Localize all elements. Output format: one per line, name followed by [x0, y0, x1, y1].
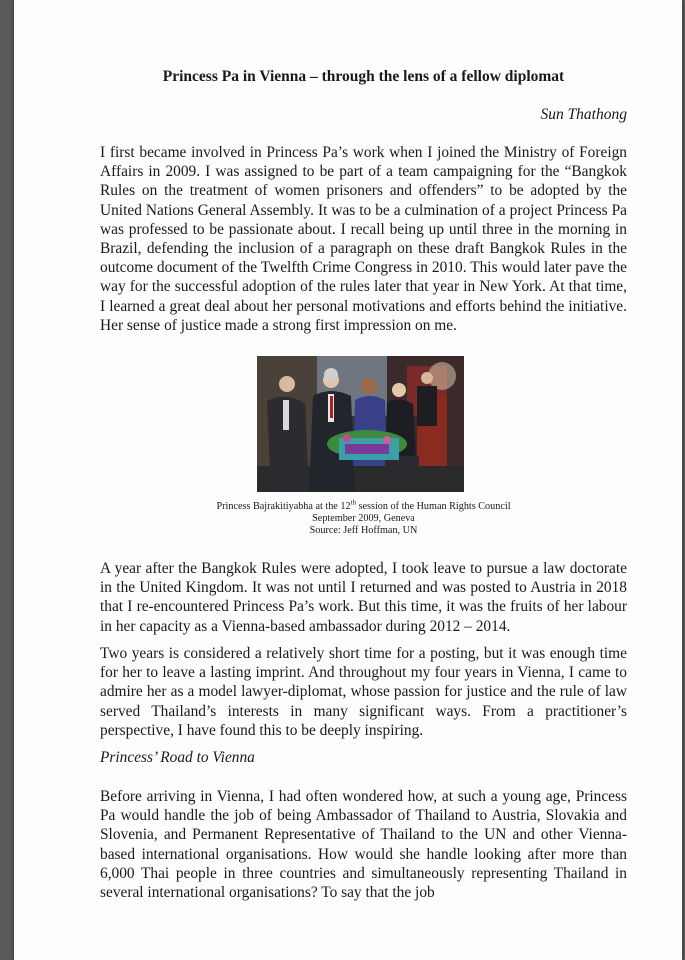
- paragraph-lasting-imprint: Two years is considered a relatively short time for a posting, but it was enough time for her to leave a lasting imprint. And throughout my four years in Vienna, I came to admire her as a model lawyer-diplomat, whose passion for justice and the rule of law served Thailand’s interests in many significant ways. From a practitioner’s perspective, I have found this to be deeply inspiring.: [100, 645, 627, 739]
- author-byline: Sun Thathong: [540, 106, 627, 123]
- document-page: [14, 0, 682, 960]
- event-photo: [257, 356, 464, 492]
- photo-caption: [100, 497, 627, 537]
- paragraph-intro: I first became involved in Princess Pa’s work when I joined the Ministry of Foreign Affairs in 2009. I was assigned to be part of a team campaigning for the “Bangkok Rules on the treatment of women prisoners and offenders” to be adopted by the United Nations General Assembly. It was to be a culmination of a project Princess Pa was professed to be passionate about. I recall being up until three in the morning in Brazil, defending the inclusion of a paragraph on these draft Bangkok Rules in the outcome document of the Twelfth Crime Congress in 2010. This would later pave the way for the successful adoption of the rules later that year in New York. At that time, I learned a great deal about her personal motivations and efforts behind the initiative. Her sense of justice made a strong first impression on me.: [100, 144, 627, 334]
- paragraph-road-to-vienna: Before arriving in Vienna, I had often wondered how, at such a young age, Princess Pa would handle the job of being Ambassador of Thailand to Austria, Slovakia and Slovenia, and Permanent Representative of Thailand to the UN and other Vienna-based international organisations. How would she handle looking after more than 6,000 Thai people in three countries and simultaneously representing Thailand in several international organisations? To say that the job: [100, 788, 627, 902]
- caption-line-2: September 2009, Geneva: [312, 513, 415, 525]
- caption-superscript: th: [350, 499, 357, 507]
- caption-line-3: Source: Jeff Hoffman, UN: [309, 525, 418, 537]
- document-title: Princess Pa in Vienna – through the lens of a fellow diplomat: [162, 68, 565, 85]
- photo-illustration: [257, 356, 464, 492]
- caption-text-end: session of the Human Rights Council: [356, 501, 511, 513]
- caption-line-1: [216, 501, 510, 512]
- section-subheading: Princess’ Road to Vienna: [100, 749, 255, 766]
- caption-text-start: Princess Bajrakitiyabha at the 12: [216, 501, 351, 513]
- paragraph-return-to-austria: A year after the Bangkok Rules were adopted, I took leave to pursue a law doctorate in the United Kingdom. It was not until I returned and was posted to Austria in 2018 that I re-encountered Princess Pa’s work. But this time, it was the fruits of her labour in her capacity as a Vienna-based ambassador during 2012 – 2014.: [100, 560, 627, 635]
